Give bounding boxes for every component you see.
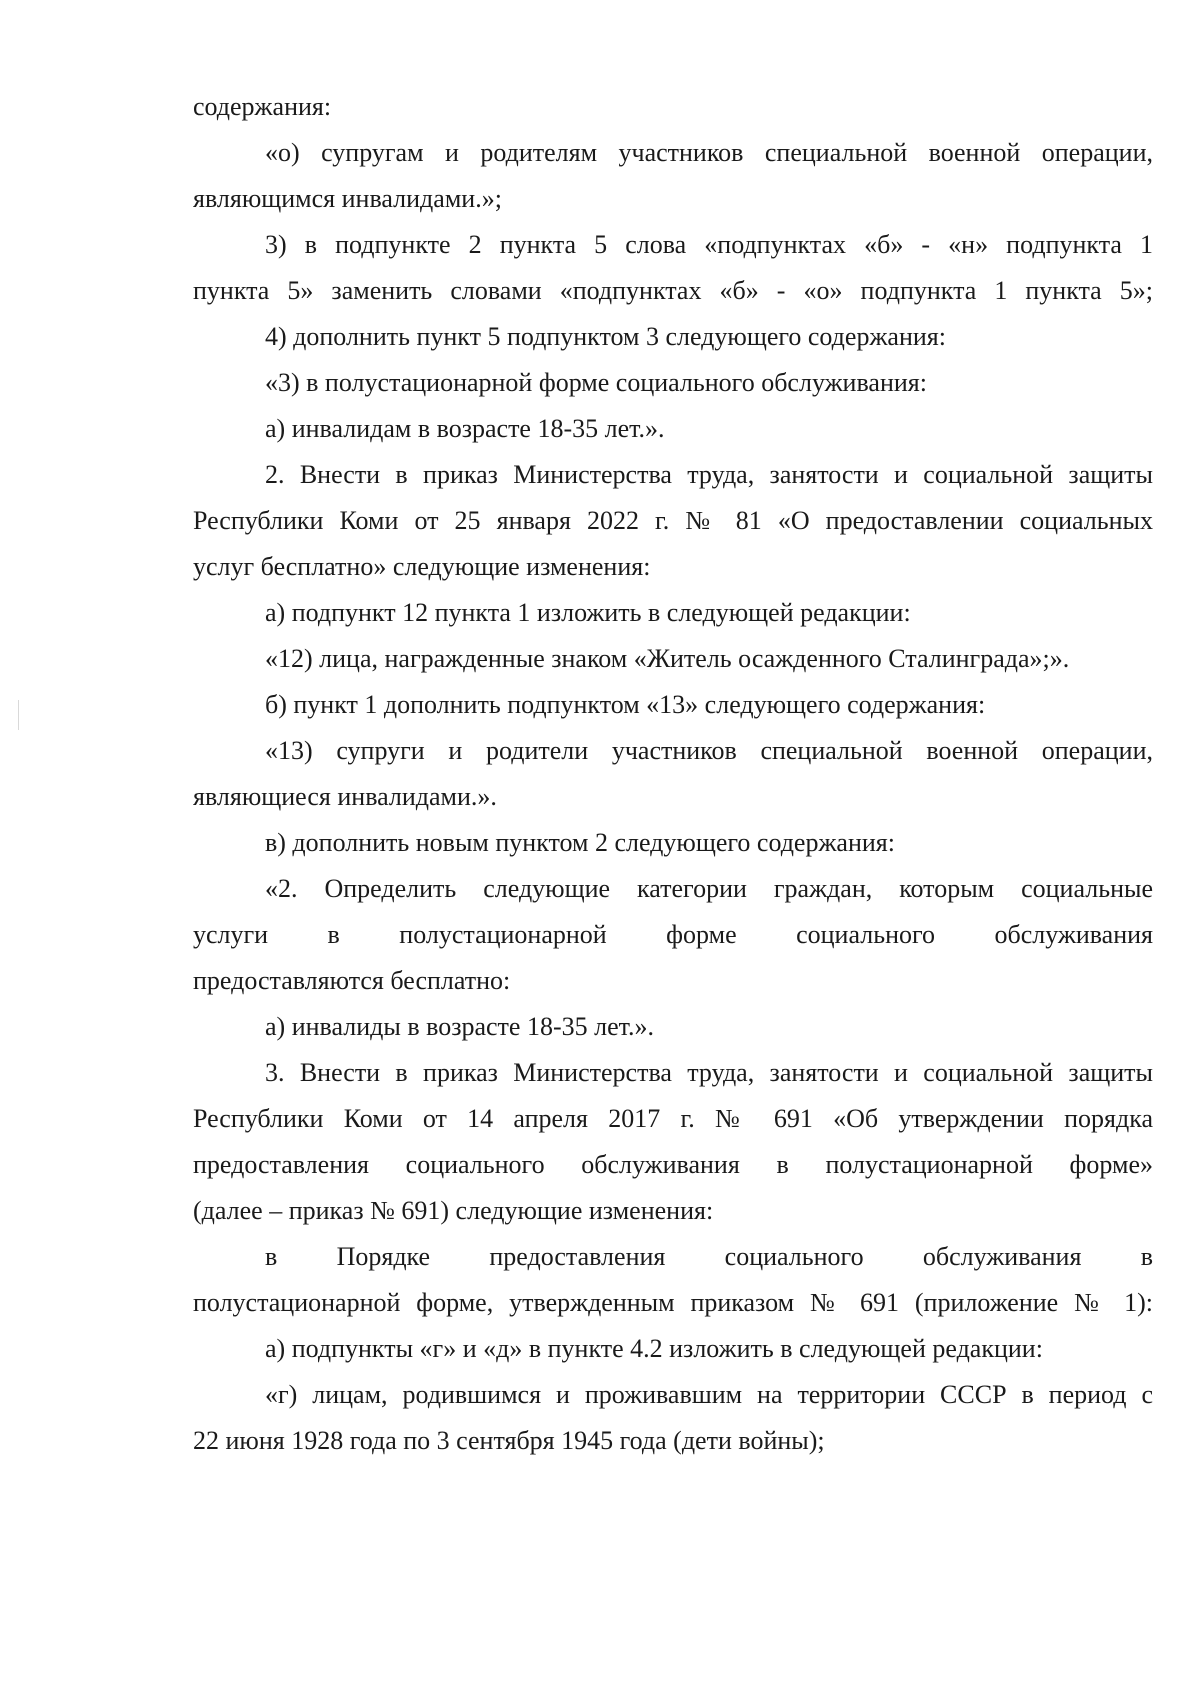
- text-line: пункта 5» заменить словами «подпунктах «б» - «о» подпункта 1 пункта 5»;: [193, 276, 1153, 305]
- text-line: 3) в подпункте 2 пункта 5 слова «подпунктах «б» - «н» подпункта 1: [265, 230, 1153, 259]
- text-line: а) инвалидам в возрасте 18-35 лет.».: [265, 414, 665, 443]
- text-line: предоставления социального обслуживания в полустационарной форме»: [193, 1150, 1153, 1179]
- text-line: являющиеся инвалидами.».: [193, 782, 497, 811]
- text-line: а) подпункт 12 пункта 1 изложить в следующей редакции:: [265, 598, 911, 627]
- text-line: б) пункт 1 дополнить подпунктом «13» следующего содержания:: [265, 690, 986, 719]
- text-line: 22 июня 1928 года по 3 сентября 1945 года (дети войны);: [193, 1426, 825, 1455]
- text-line: «13) супруги и родители участников специальной военной операции,: [265, 736, 1153, 765]
- text-line: услуг бесплатно» следующие изменения:: [193, 552, 651, 581]
- text-line: «о) супругам и родителям участников специальной военной операции,: [265, 138, 1153, 167]
- scan-artifact: [18, 700, 19, 730]
- text-line: 3. Внести в приказ Министерства труда, занятости и социальной защиты: [265, 1058, 1153, 1087]
- text-line: полустационарной форме, утвержденным приказом № 691 (приложение № 1):: [193, 1288, 1153, 1317]
- text-line: являющимся инвалидами.»;: [193, 184, 502, 213]
- text-line: (далее – приказ № 691) следующие изменения:: [193, 1196, 714, 1225]
- text-line: «г) лицам, родившимся и проживавшим на территории СССР в период с: [265, 1380, 1153, 1409]
- text-line: а) инвалиды в возрасте 18-35 лет.».: [265, 1012, 655, 1041]
- text-line: содержания:: [193, 92, 332, 121]
- text-line: Республики Коми от 25 января 2022 г. № 81 «О предоставлении социальных: [193, 506, 1153, 535]
- text-line: предоставляются бесплатно:: [193, 966, 511, 995]
- text-line: Республики Коми от 14 апреля 2017 г. № 691 «Об утверждении порядка: [193, 1104, 1153, 1133]
- text-line: «12) лица, награжденные знаком «Житель осажденного Сталинграда»;».: [265, 644, 1070, 673]
- text-line: 4) дополнить пункт 5 подпунктом 3 следующего содержания:: [265, 322, 946, 351]
- text-line: 2. Внести в приказ Министерства труда, занятости и социальной защиты: [265, 460, 1153, 489]
- text-line: а) подпункты «г» и «д» в пункте 4.2 изложить в следующей редакции:: [265, 1334, 1043, 1363]
- text-line: в) дополнить новым пунктом 2 следующего содержания:: [265, 828, 895, 857]
- text-line: «2. Определить следующие категории граждан, которым социальные: [265, 874, 1153, 903]
- text-line: в Порядке предоставления социального обслуживания в: [265, 1242, 1153, 1271]
- text-line: услуги в полустационарной форме социального обслуживания: [193, 920, 1153, 949]
- text-line: «3) в полустационарной форме социального обслуживания:: [265, 368, 927, 397]
